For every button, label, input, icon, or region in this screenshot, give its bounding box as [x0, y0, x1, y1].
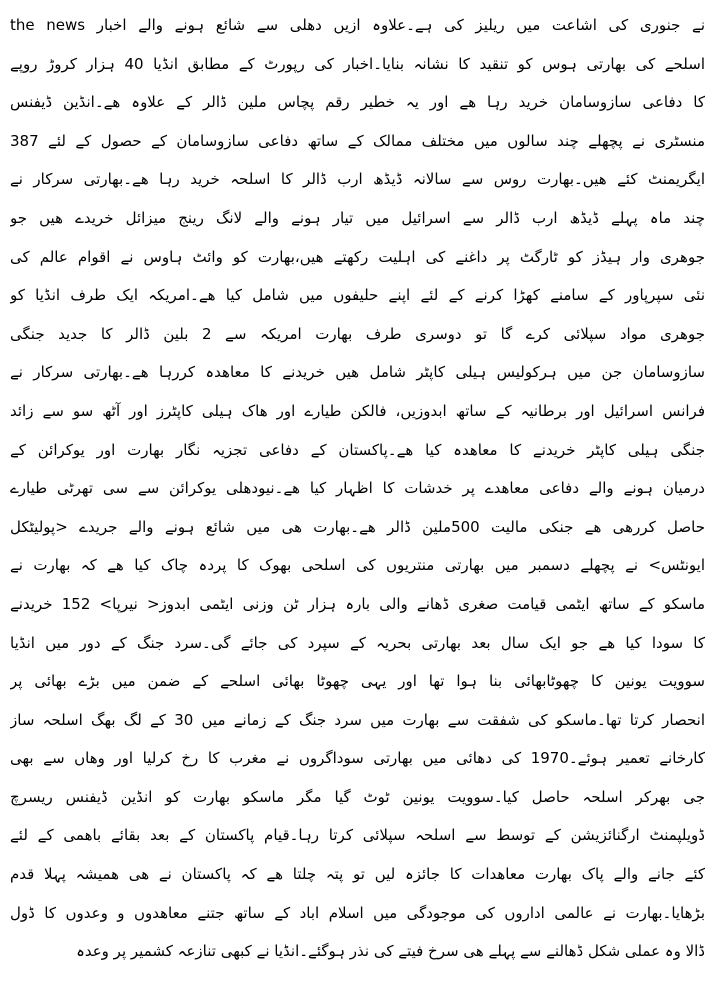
text-line: ڈالا وہ عملی شکل ڈھالنے سے پہلے ھی سرخ فیتے کی نذر ہوگئے۔انڈیا نے کبھی تنازعہ کشمیر پر وعدہ — [76, 942, 705, 961]
text-line: منسٹری نے پچھلے چند سالوں میں مختلف ممالک کے ساتھ دفاعی سازوسامان کے حصول کے لئے 387 — [10, 131, 705, 150]
text-line: جوھری وار ہیڈز کو ٹارگٹ پر داغنے کی اہلیت رکھتے ھیں،بھارت کو وائٹ ہاوس نے اقوام عالم کی — [10, 247, 705, 266]
text-line: سوویت یونین کا چھوٹابھائی بنا ہوا تھا اور یہی چھوٹا بھائی اسلحے کے ضمن میں بڑے بھائی پر — [10, 672, 705, 691]
text-line: حاصل کررھی ھے جنکی مالیت 500ملین ڈالر ھے۔بھارت ھی میں شائع ہونے والے جریدے <پولیٹکل — [10, 517, 705, 536]
text-line: کا دفاعی سازوسامان خرید رہا ھے اور یہ خطیر رقم پچاس ملین ڈالر کے علاوہ ھے۔انڈین ڈیفنس — [10, 93, 705, 112]
text-line: فرانس اسرائیل اور برطانیہ کے ساتھ ابدوزیں، فالکن طیارے اور ھاک ہیلی کاپٹرز اور آٹھ سو سے زائد — [10, 401, 705, 420]
text-line: جنگی ہیلی کاپٹر خریدنے کا معاھدہ کیا ھے۔پاکستان کے دفاعی تجزیہ نگار بھارت اور یوکرائن کے — [10, 440, 705, 459]
text-line: جوھری مواد سپلائی کرے گا تو دوسری طرف بھارت امریکہ سے 2 بلین ڈالر کا جدید جنگی — [10, 324, 705, 343]
text-line: ایگریمنٹ کئے ھیں۔بھارت روس سے سالانہ ڈیڈھ ارب ڈالر کا اسلحہ خرید رہا ھے۔بھارتی سرکار نے — [10, 170, 705, 189]
text-line: جی بھرکر اسلحہ حاصل کیا۔سوویت یونین ٹوٹ گیا مگر ماسکو بھارت کو انڈین ڈیفنس ریسرچ — [10, 787, 705, 806]
text-line: ایونٹس> نے پچھلے دسمبر میں بھارتی منتریوں کی اسلحی بھوک کا پردہ چاک کیا ھے کہ بھارت نے — [10, 556, 705, 575]
text-line: ماسکو کے ساتھ ایٹمی قیامت صغری ڈھانے والی بارہ ہزار ٹن وزنی ایٹمی ابدوز< نیرپا> 152 خریدنے — [10, 594, 705, 613]
text-line: ڈویلپمنٹ ارگنائزیشن کے توسط سے اسلحہ سپلائی کرتا رہا۔قیام پاکستان کے بعد بقائے باھمی کے لئے — [10, 826, 705, 845]
text-line: کا سودا کیا ھے جو ایک سال بعد بھارتی بحریہ کے سپرد کی جائے گی۔سرد جنگ کے دور میں انڈیا — [10, 633, 705, 652]
text-line: سازوسامان جن میں ہرکولیس ہیلی کاپٹر شامل ھیں خریدنے کا معاھدہ کررہا ھے۔بھارتی سرکار نے — [10, 363, 705, 382]
text-line: درمیان ہونے والے دفاعی معاھدے پر خدشات کا اظہار کیا ھے۔نیودھلی یوکرائن سے سی تھرٹی طیارے — [10, 479, 705, 498]
article-body — [10, 6, 705, 971]
text-line: اسلحے کی بھارتی ہوس کو تنقید کا نشانہ بنایا۔اخبار کی رپورٹ کے مطابق انڈیا 40 ہزار کروڑ روپے — [10, 54, 705, 73]
text-line: بڑھایا۔بھارت نے عالمی اداروں کی موجودگی میں اسلام اباد کے ساتھ جتنے معاھدوں و وعدوں کا ڈول — [10, 903, 705, 922]
text-line: نئی سپرپاور کے سامنے کھڑا کرنے کے لئے اپنے حلیفوں میں شامل کیا ھے۔امریکہ ایک طرف انڈیا کو — [10, 286, 705, 305]
text-line: نے جنوری کی اشاعت میں ریلیز کی ہے۔علاوہ ازیں دھلی سے شائع ہونے والے اخبار the news — [10, 16, 705, 34]
text-line: کارخانے تعمیر ہوئے۔1970 کی دھائی میں بھارتی سوداگروں نے مغرب کا رخ کرلیا اور وھاں سے بھی — [10, 749, 705, 768]
text-line: کئے جانے والے پاک بھارت معاھدات کا جائزہ لیں تو پتہ چلتا ھے کہ پاکستان نے ھی ھمیشہ پہلا قدم — [10, 865, 705, 884]
text-line: چند ماہ پہلے ڈیڈھ ارب ڈالر سے اسرائیل میں تیار ہونے والے لانگ رینج میزائل خریدے ھیں جو — [10, 208, 705, 227]
text-line: انحصار کرتا تھا۔ماسکو کی شفقت سے بھارت میں سرد جنگ کے زمانے میں 30 کے لگ بھگ اسلحہ ساز — [10, 710, 705, 729]
